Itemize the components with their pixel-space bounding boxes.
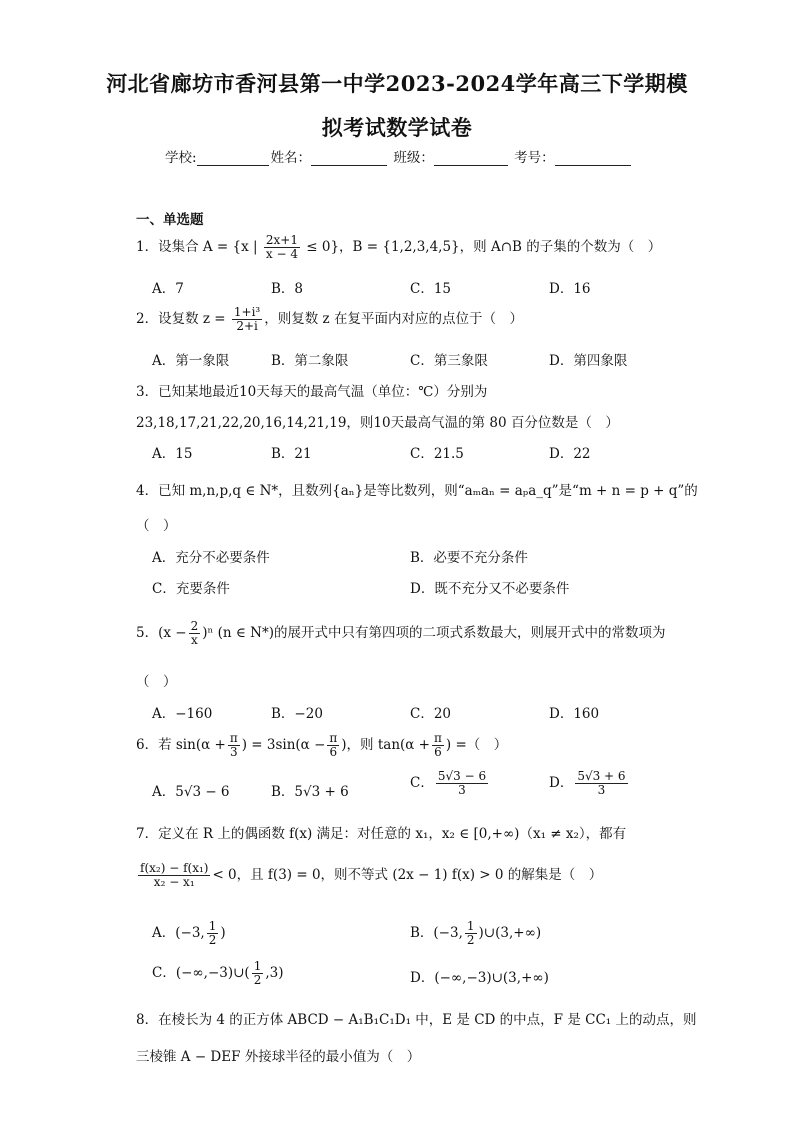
- question-5-line2: （ ）: [136, 674, 177, 690]
- q2-fraction: [232, 306, 262, 333]
- name-blank[interactable]: [311, 151, 387, 166]
- q7-optb-pre: B．(−3,: [410, 925, 463, 942]
- q6-option-d-label: D．: [549, 775, 574, 792]
- q7-optc-half: [252, 960, 264, 987]
- q1-suffix: ，则 A∩B 的子集的个数为（ ）: [459, 239, 662, 256]
- school-label: 学校:: [165, 150, 197, 166]
- question-1: [136, 234, 661, 261]
- q6-option-c-label: C．: [410, 775, 434, 792]
- q7-optb-half-num: 1: [466, 919, 475, 933]
- q7-frac-num: f(x₂) − f(x₁): [140, 861, 209, 875]
- q2-option-c[interactable]: C．第三象限: [410, 353, 488, 369]
- question-7-line1: 7．定义在 R 上的偶函数 f(x) 满足：对任意的 x₁，x₂ ∈ [0,+∞)（x₁ ≠ x₂），都有: [136, 826, 627, 842]
- q6-frac2-den: 6: [329, 745, 338, 760]
- q6-fraction-3: [432, 732, 444, 759]
- q1-option-c[interactable]: C．15: [410, 281, 452, 297]
- q7-option-b[interactable]: [410, 920, 541, 947]
- q6-mid: ) = 3sin(α −: [241, 737, 326, 754]
- q7-opta-half-den: 2: [208, 933, 217, 948]
- q5-fraction: [189, 620, 201, 647]
- q1-set-a-post: ≤ 0}: [306, 239, 340, 256]
- q5-option-b[interactable]: B．−20: [271, 706, 323, 722]
- id-label: 考号：: [514, 150, 555, 166]
- question-3-line1: 3．已知某地最近10天每天的最高气温（单位：℃）分别为: [136, 384, 488, 400]
- q7-fraction: [138, 862, 210, 889]
- q6-frac1-den: 3: [229, 745, 238, 760]
- q6-option-c[interactable]: [410, 770, 490, 797]
- q7-opta-half-num: 1: [208, 919, 217, 933]
- q5-frac-num: 2: [190, 619, 199, 633]
- q6-option-d[interactable]: [549, 770, 630, 797]
- q7-optc-half-num: 1: [253, 959, 262, 973]
- q6-optd-den: 3: [597, 783, 606, 798]
- q2-option-b[interactable]: B．第二象限: [271, 353, 349, 369]
- question-4-line2: （ ）: [136, 518, 177, 534]
- q1-set-a: A = {x |: [202, 239, 258, 256]
- q5-expr-post: )ⁿ (n ∈ N*): [202, 625, 274, 642]
- q6-prefix: 6．若 sin(α +: [136, 737, 226, 754]
- exam-title-line2: 拟考试数学试卷: [321, 115, 473, 140]
- q7-opta-post: ): [220, 925, 226, 942]
- q7-line2-suffix: < 0，且 f(3) = 0，则不等式 (2x − 1) f(x) > 0 的解集是（ ）: [212, 867, 603, 884]
- q6-mid2: )，则 tan(α +: [341, 737, 430, 754]
- question-7-line2: [136, 862, 602, 889]
- q5-expr-pre: (x −: [158, 625, 187, 642]
- question-5: [136, 620, 665, 647]
- q1-frac-den: x − 4: [265, 247, 298, 262]
- q1-option-a[interactable]: A．7: [152, 281, 184, 297]
- q4-option-b[interactable]: B．必要不充分条件: [410, 550, 528, 566]
- q6-frac3-den: 6: [434, 745, 442, 760]
- q4-option-c[interactable]: C．充要条件: [152, 581, 230, 597]
- class-blank[interactable]: [434, 151, 508, 166]
- q1-set-b: ，B = {1,2,3,4,5}: [339, 239, 460, 256]
- question-4-line1: 4．已知 m,n,p,q ∈ N*，且数列{aₙ}是等比数列，则“aₘaₙ = aₚa_q”是“m + n = p + q”的: [136, 483, 698, 499]
- q5-option-c[interactable]: C．20: [410, 706, 452, 722]
- q6-optc-den: 3: [458, 783, 466, 798]
- q1-option-d[interactable]: D．16: [549, 281, 591, 297]
- q6-fraction-1: [228, 732, 240, 759]
- q2-prefix: 2．设复数 z =: [136, 311, 226, 328]
- q7-option-d[interactable]: D．(−∞,−3)∪(3,+∞): [410, 970, 549, 986]
- q3-option-c[interactable]: C．21.5: [410, 446, 464, 462]
- q2-option-d[interactable]: D．第四象限: [549, 353, 628, 369]
- q3-option-d[interactable]: D．22: [549, 446, 591, 462]
- q3-option-a[interactable]: A．15: [152, 446, 193, 462]
- name-label: 姓名：: [270, 150, 312, 166]
- class-label: 班级：: [393, 150, 434, 166]
- q7-frac-den: x₂ − x₁: [153, 875, 195, 890]
- question-3-line2: 23,18,17,21,22,20,16,14,21,19，则10天最高气温的第 80 百分位数是（ ）: [136, 415, 619, 431]
- exam-title-line1: 河北省廊坊市香河县第一中学2023-2024学年高三下学期模: [106, 71, 688, 96]
- q5-option-a[interactable]: A．−160: [152, 706, 213, 722]
- q7-optb-post: )∪(3,+∞): [478, 925, 542, 942]
- q3-option-b[interactable]: B．21: [271, 446, 312, 462]
- question-6: [136, 732, 507, 759]
- q7-opta-pre: A．(−3,: [152, 925, 205, 942]
- q6-optc-num: 5√3 − 6: [437, 769, 487, 783]
- q6-frac2-num: π: [329, 731, 338, 745]
- id-blank[interactable]: [555, 151, 631, 166]
- section-heading: 一、单选题: [136, 212, 204, 228]
- q7-opta-half: [207, 920, 219, 947]
- q4-option-d[interactable]: D．既不充分又不必要条件: [410, 581, 570, 597]
- q4-option-a[interactable]: A．充分不必要条件: [152, 550, 270, 566]
- q7-option-c[interactable]: [152, 960, 284, 987]
- q2-option-a[interactable]: A．第一象限: [152, 353, 230, 369]
- q6-frac1-num: π: [229, 731, 238, 745]
- q6-option-a[interactable]: A．5√3 − 6: [152, 784, 230, 800]
- q5-prefix: 5．: [136, 625, 159, 642]
- q7-optb-half-den: 2: [466, 933, 475, 948]
- question-8-line1: 8．在棱长为 4 的正方体 ABCD − A₁B₁C₁D₁ 中，E 是 CD 的中点，F 是 CC₁ 上的动点，则: [136, 1012, 697, 1028]
- q6-option-c-fraction: [436, 770, 488, 797]
- q6-option-b[interactable]: B．5√3 + 6: [271, 784, 349, 800]
- q6-option-d-fraction: [575, 770, 627, 797]
- q2-frac-den: 2+i: [236, 319, 258, 334]
- q6-frac3-num: π: [434, 731, 442, 745]
- student-info-row: [165, 146, 633, 166]
- q7-optc-half-den: 2: [253, 973, 262, 988]
- q7-optc-post: ,3): [265, 965, 284, 982]
- q7-option-a[interactable]: [152, 920, 226, 947]
- q2-frac-num: 1+i³: [233, 305, 261, 319]
- school-blank[interactable]: [197, 151, 269, 166]
- q1-frac-num: 2x+1: [265, 233, 298, 247]
- question-2: [136, 306, 523, 333]
- q6-suffix: ) =（ ）: [445, 737, 508, 754]
- q1-option-b[interactable]: B．8: [271, 281, 304, 297]
- q1-fraction: [264, 234, 300, 261]
- q5-option-d[interactable]: D．160: [549, 706, 600, 722]
- q2-suffix: ，则复数 z 在复平面内对应的点位于（ ）: [264, 311, 523, 328]
- q5-suffix: 的展开式中只有第四项的二项式系数最大，则展开式中的常数项为: [273, 625, 666, 642]
- q1-prefix: 1．设集合: [136, 239, 199, 256]
- q5-frac-den: x: [191, 633, 198, 648]
- q7-optc-pre: C．(−∞,−3)∪(: [152, 965, 250, 982]
- question-8-line2: 三棱锥 A − DEF 外接球半径的最小值为（ ）: [136, 1049, 421, 1065]
- q7-optb-half: [465, 920, 477, 947]
- q6-fraction-2: [327, 732, 339, 759]
- q6-optd-num: 5√3 + 6: [577, 769, 626, 783]
